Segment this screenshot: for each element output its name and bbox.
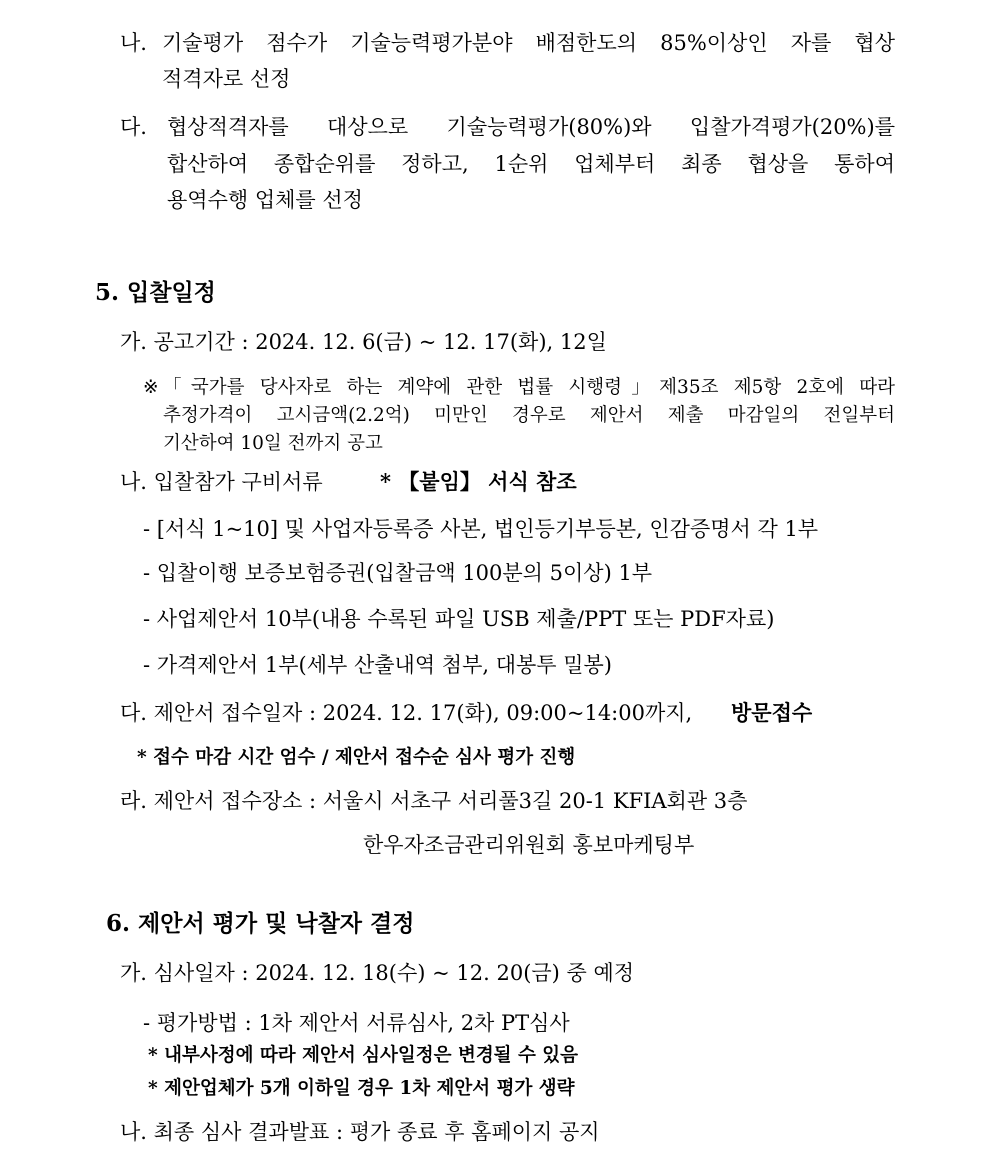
result-announcement: 나. 최종 심사 결과발표 : 평가 종료 후 홈페이지 공지	[120, 1120, 600, 1144]
evaluation-criteria-line-2: 적격자로 선정	[162, 67, 291, 91]
deadline-note: * 접수 마감 시간 엄수 / 제안서 접수순 심사 평가 진행	[137, 747, 576, 768]
item-marker-na: 나.	[120, 31, 147, 55]
announcement-period: 가. 공고기간 : 2024. 12. 6(금) ~ 12. 17(화), 12일	[120, 330, 607, 354]
negotiation-line-2: 합산하여 종합순위를 정하고, 1순위 업체부터 최종 협상을 통하여	[167, 152, 895, 176]
submission-date: 다. 제안서 접수일자 : 2024. 12. 17(화), 09:00~14:00까지,	[120, 701, 693, 725]
section-5-title: 5. 입찰일정	[95, 279, 216, 306]
schedule-change-note: * 내부사정에 따라 제안서 심사일정은 변경될 수 있음	[148, 1045, 579, 1066]
document-list-item: - 사업제안서 10부(내용 수록된 파일 USB 제출/PPT 또는 PDF자료)	[143, 607, 775, 631]
document-list-item: - [서식 1~10] 및 사업자등록증 사본, 법인등기부등본, 인감증명서 각 1부	[143, 517, 819, 541]
submission-method: 방문접수	[731, 700, 813, 725]
item-marker-da: 다.	[120, 115, 147, 139]
review-date: 가. 심사일자 : 2024. 12. 18(수) ~ 12. 20(금) 중 예정	[120, 961, 635, 985]
legal-note-line-2: 추정가격이 고시금액(2.2억) 미만인 경우로 제안서 제출 마감일의 전일부터	[163, 405, 895, 426]
legal-note-line-3: 기산하여 10일 전까지 공고	[163, 433, 383, 454]
legal-note-line-1: 「국가를 당사자로 하는 계약에 관한 법률 시행령」제35조 제5항 2호에 따라	[163, 377, 895, 398]
section-6-title: 6. 제안서 평가 및 낙찰자 결정	[106, 910, 415, 937]
submission-office: 한우자조금관리위원회 홍보마케팅부	[363, 833, 695, 857]
required-documents-heading: 나. 입찰참가 구비서류	[120, 470, 323, 494]
negotiation-line-1: 협상적격자를 대상으로 기술능력평가(80%)와 입찰가격평가(20%)를	[167, 115, 895, 139]
reference-mark-icon: ※	[143, 377, 159, 398]
negotiation-line-3: 용역수행 업체를 선정	[167, 188, 363, 212]
evaluation-criteria-line-1: 기술평가 점수가 기술능력평가분야 배점한도의 85%이상인 자를 협상	[162, 31, 895, 55]
document-list-item: - 가격제안서 1부(세부 산출내역 첨부, 대봉투 밀봉)	[143, 653, 613, 677]
evaluation-method: - 평가방법 : 1차 제안서 서류심사, 2차 PT심사	[143, 1011, 570, 1035]
submission-location: 라. 제안서 접수장소 : 서울시 서초구 서리풀3길 20-1 KFIA회관 3층	[120, 789, 748, 813]
skip-first-round-note: * 제안업체가 5개 이하일 경우 1차 제안서 평가 생략	[148, 1078, 575, 1099]
document-list-item: - 입찰이행 보증보험증권(입찰금액 100분의 5이상) 1부	[143, 561, 653, 585]
attachment-reference: * 【붙임】 서식 참조	[380, 469, 577, 494]
